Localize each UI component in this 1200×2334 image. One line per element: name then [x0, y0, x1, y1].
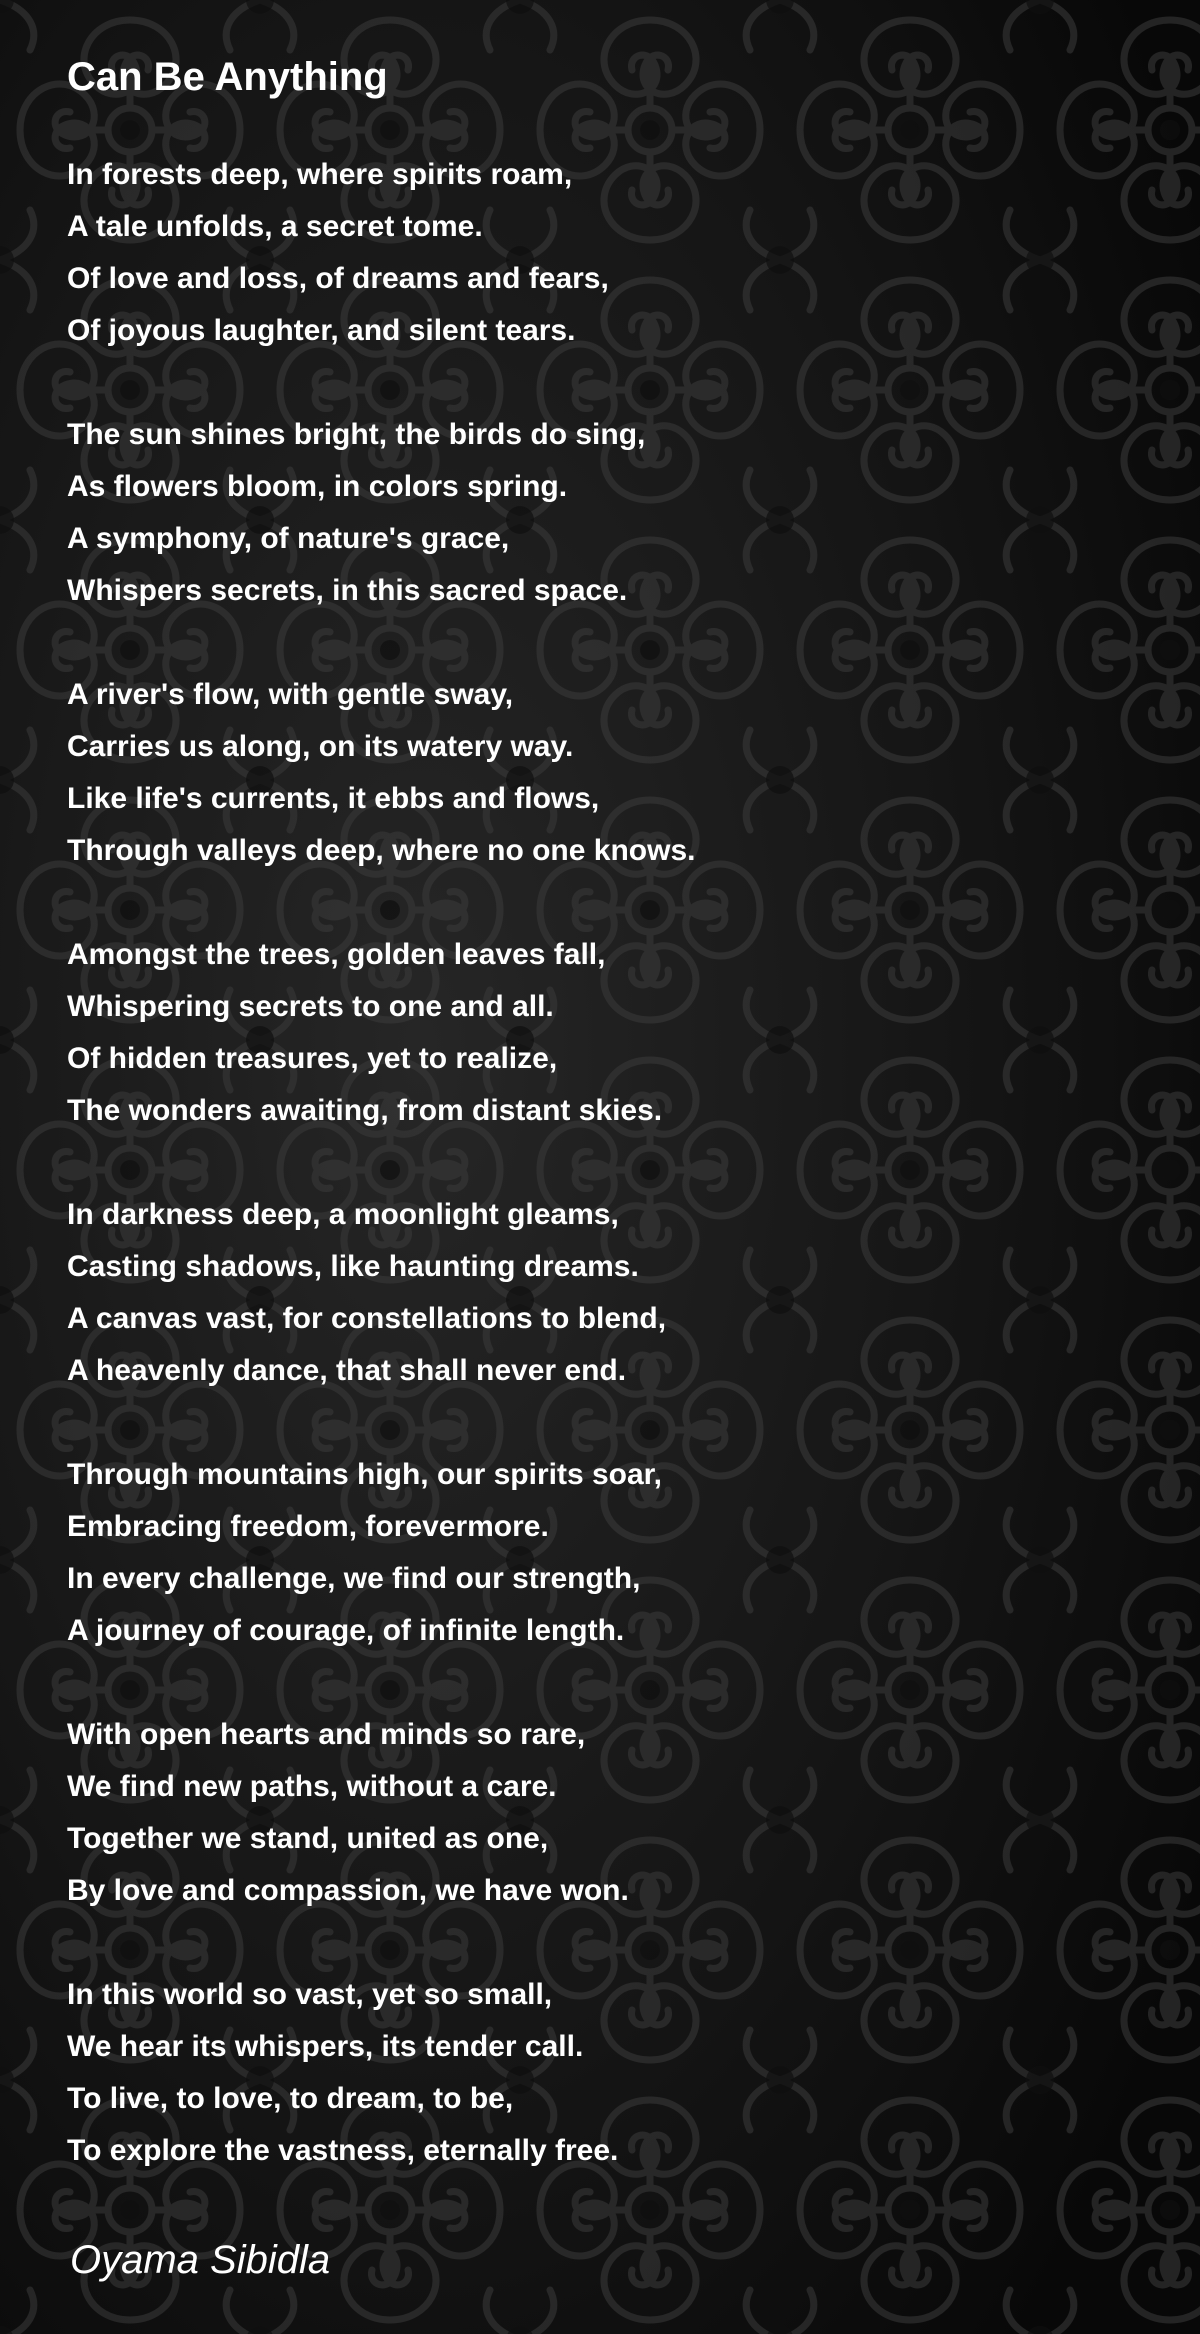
poem-line: Whispers secrets, in this sacred space. [67, 574, 628, 607]
poem-line: We hear its whispers, its tender call. [67, 2030, 584, 2063]
stanza-5 [67, 1189, 695, 1397]
poem-line: In forests deep, where spirits roam, [67, 158, 573, 191]
poem-line: Through mountains high, our spirits soar, [67, 1458, 663, 1491]
stanza-7 [67, 1709, 695, 1917]
poem-line: By love and compassion, we have won. [67, 1874, 629, 1907]
poem-line: Of hidden treasures, yet to realize, [67, 1042, 558, 1075]
poem-line: With open hearts and minds so rare, [67, 1718, 586, 1751]
poem-line: In darkness deep, a moonlight gleams, [67, 1198, 619, 1231]
poem-line: The wonders awaiting, from distant skies. [67, 1094, 663, 1127]
poem-line: Casting shadows, like haunting dreams. [67, 1250, 639, 1283]
poem-line: A journey of courage, of infinite length. [67, 1614, 625, 1647]
poem-line: Through valleys deep, where no one knows. [67, 834, 696, 867]
poem-line: In this world so vast, yet so small, [67, 1978, 553, 2011]
poem-line: A symphony, of nature's grace, [67, 522, 510, 555]
poem-line: To live, to love, to dream, to be, [67, 2082, 514, 2115]
poem-author: Oyama Sibidla [70, 2238, 331, 2282]
poem-line: Together we stand, united as one, [67, 1822, 549, 1855]
stanza-8 [67, 1969, 695, 2177]
poem-line: A canvas vast, for constellations to blend, [67, 1302, 667, 1335]
poem-line: A river's flow, with gentle sway, [67, 678, 514, 711]
poem-line: Carries us along, on its watery way. [67, 730, 574, 763]
poem-line: Whispering secrets to one and all. [67, 990, 554, 1023]
poem-line: Of love and loss, of dreams and fears, [67, 262, 609, 295]
poem-line: Like life's currents, it ebbs and flows, [67, 782, 600, 815]
stanza-3 [67, 669, 695, 877]
stanza-6 [67, 1449, 695, 1657]
poem-line: We find new paths, without a care. [67, 1770, 557, 1803]
poem-title: Can Be Anything [67, 55, 388, 99]
poem-line: Embracing freedom, forevermore. [67, 1510, 549, 1543]
poem-line: A tale unfolds, a secret tome. [67, 210, 483, 243]
poem-body [67, 149, 695, 2229]
stanza-4 [67, 929, 695, 1137]
poem-line: In every challenge, we find our strength, [67, 1562, 641, 1595]
poem-line: As flowers bloom, in colors spring. [67, 470, 568, 503]
poem-line: Amongst the trees, golden leaves fall, [67, 938, 606, 971]
stanza-2 [67, 409, 695, 617]
poem-line: A heavenly dance, that shall never end. [67, 1354, 627, 1387]
poem-line: The sun shines bright, the birds do sing, [67, 418, 646, 451]
poem-line: Of joyous laughter, and silent tears. [67, 314, 576, 347]
poem-line: To explore the vastness, eternally free. [67, 2134, 619, 2167]
stanza-1 [67, 149, 695, 357]
